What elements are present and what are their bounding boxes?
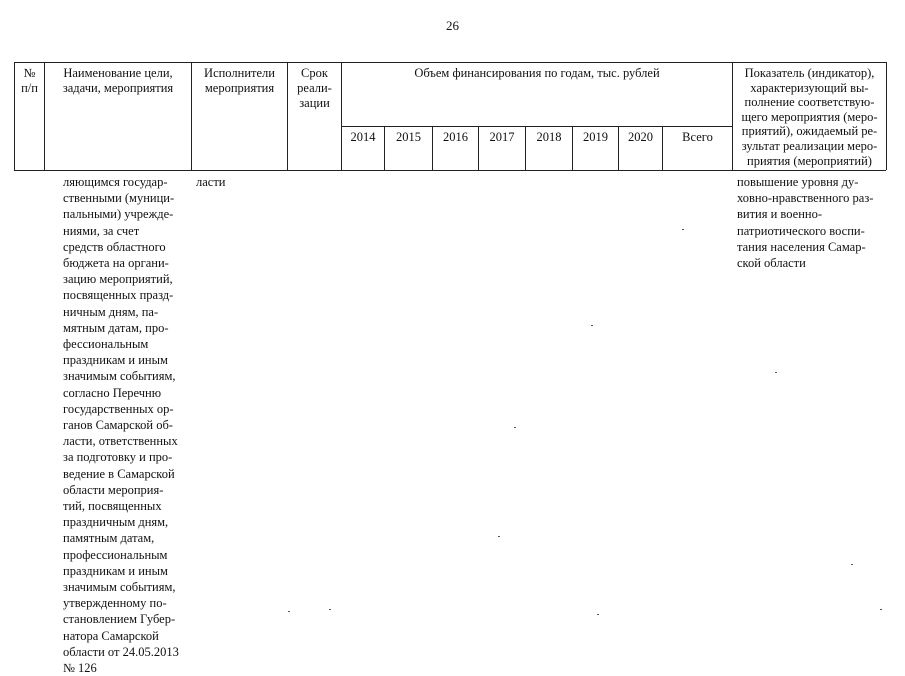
header-financing: [342, 66, 732, 81]
text-line: профессиональным: [63, 547, 168, 562]
text-line: значимым событиям,: [63, 580, 176, 595]
scan-speck: [597, 614, 599, 615]
header-term-line: зации: [299, 96, 330, 110]
text-line: ниями, за счет: [63, 223, 140, 238]
header-term: [288, 66, 341, 111]
text-line: повышение уровня ду-: [737, 175, 859, 189]
scan-speck: [851, 564, 853, 565]
scan-speck: [591, 325, 593, 326]
row-name-text: [63, 174, 179, 676]
header-name: [45, 66, 191, 96]
header-term-line: реали-: [297, 81, 332, 95]
header-executors-line: Исполнители: [204, 66, 275, 80]
header-term-line: Срок: [301, 66, 328, 80]
header-financing-text: Объем финансирования по годам, тыс. рублей: [414, 66, 660, 80]
text-line: вития и военно-: [737, 207, 822, 222]
year-2016: 2016: [443, 130, 468, 144]
scan-speck: [498, 536, 500, 537]
header-name-line: задачи, мероприятия: [62, 81, 174, 95]
text-line: натора Самарской: [63, 628, 159, 643]
text-line: памятным датам,: [63, 531, 155, 546]
scan-speck: [682, 229, 684, 230]
year-2020: 2020: [628, 130, 653, 144]
text-line: ственными (муници-: [63, 191, 175, 206]
header-indicator-line: полнение соответствую-: [744, 95, 875, 110]
text-line: ганов Самарской об-: [63, 418, 173, 433]
header-indicator-line: приятия (мероприятий): [747, 153, 872, 168]
year-2015: 2015: [396, 130, 421, 144]
page-number: 26: [446, 18, 459, 33]
scan-speck: [288, 611, 290, 612]
text-line: ничным дням, па-: [63, 304, 159, 319]
text-line: тий, посвященных: [63, 499, 162, 514]
header-num-line: п/п: [21, 81, 38, 95]
text-line: бюджета на органи-: [63, 256, 169, 271]
text-line: средств областного: [63, 239, 166, 254]
text-line: мятным датам, про-: [63, 320, 169, 335]
scan-speck: [775, 372, 777, 373]
header-indicator-line: щего мероприятия (меро-: [741, 109, 878, 124]
header-name-line: Наименование цели,: [63, 66, 173, 80]
row-executor-text: ласти: [196, 175, 226, 189]
year-2018: 2018: [536, 130, 562, 144]
text-line: ской области: [737, 256, 806, 271]
text-line: за подготовку и про-: [63, 450, 173, 465]
table-top-border: [14, 62, 886, 63]
text-line: № 126: [63, 661, 97, 676]
text-line: становлением Губер-: [63, 612, 176, 627]
header-indicator-line: приятий), ожидаемый ре-: [741, 124, 878, 139]
text-line: тания населения Самар-: [737, 239, 866, 254]
text-line: области мероприя-: [63, 482, 164, 497]
year-total: Всего: [682, 130, 713, 144]
year-2014: 2014: [350, 130, 376, 144]
text-line: зацию мероприятий,: [63, 272, 173, 287]
text-line: ляющимся государ-: [63, 175, 168, 189]
header-bottom-border: [14, 170, 886, 171]
text-line: области от 24.05.2013: [63, 644, 179, 659]
text-line: праздничным дням,: [63, 515, 169, 530]
text-line: пальными) учрежде-: [63, 207, 174, 222]
text-line: праздникам и иным: [63, 353, 168, 368]
header-indicator-line: зультат реализации меро-: [741, 138, 878, 153]
text-line: значимым событиям,: [63, 369, 176, 384]
scan-speck: [880, 609, 882, 610]
text-line: ласти, ответственных: [63, 434, 178, 449]
year-2019: 2019: [583, 130, 608, 144]
text-line: утвержденному по-: [63, 596, 167, 611]
header-indicator-line: Показатель (индикатор),: [744, 66, 875, 80]
col-border: [886, 62, 887, 170]
text-line: посвященных празд-: [63, 288, 174, 303]
header-executors: [192, 66, 287, 96]
text-line: праздникам и иным: [63, 563, 168, 578]
header-num: [14, 66, 45, 96]
row-indicator-text: [737, 174, 873, 271]
text-line: согласно Перечню: [63, 385, 162, 400]
text-line: патриотического воспи-: [737, 223, 865, 238]
years-top-border: [341, 126, 732, 127]
scan-speck: [514, 427, 516, 428]
year-2017: 2017: [489, 130, 515, 144]
header-indicator-line: характеризующий вы-: [750, 80, 869, 95]
scan-speck: [329, 609, 331, 610]
header-indicator: [733, 66, 886, 168]
text-line: фессиональным: [63, 337, 149, 352]
header-executors-line: мероприятия: [204, 81, 275, 95]
text-line: ховно-нравственного раз-: [737, 191, 874, 206]
text-line: ведение в Самарской: [63, 466, 175, 481]
text-line: государственных ор-: [63, 401, 174, 416]
header-num-line: №: [23, 66, 36, 80]
